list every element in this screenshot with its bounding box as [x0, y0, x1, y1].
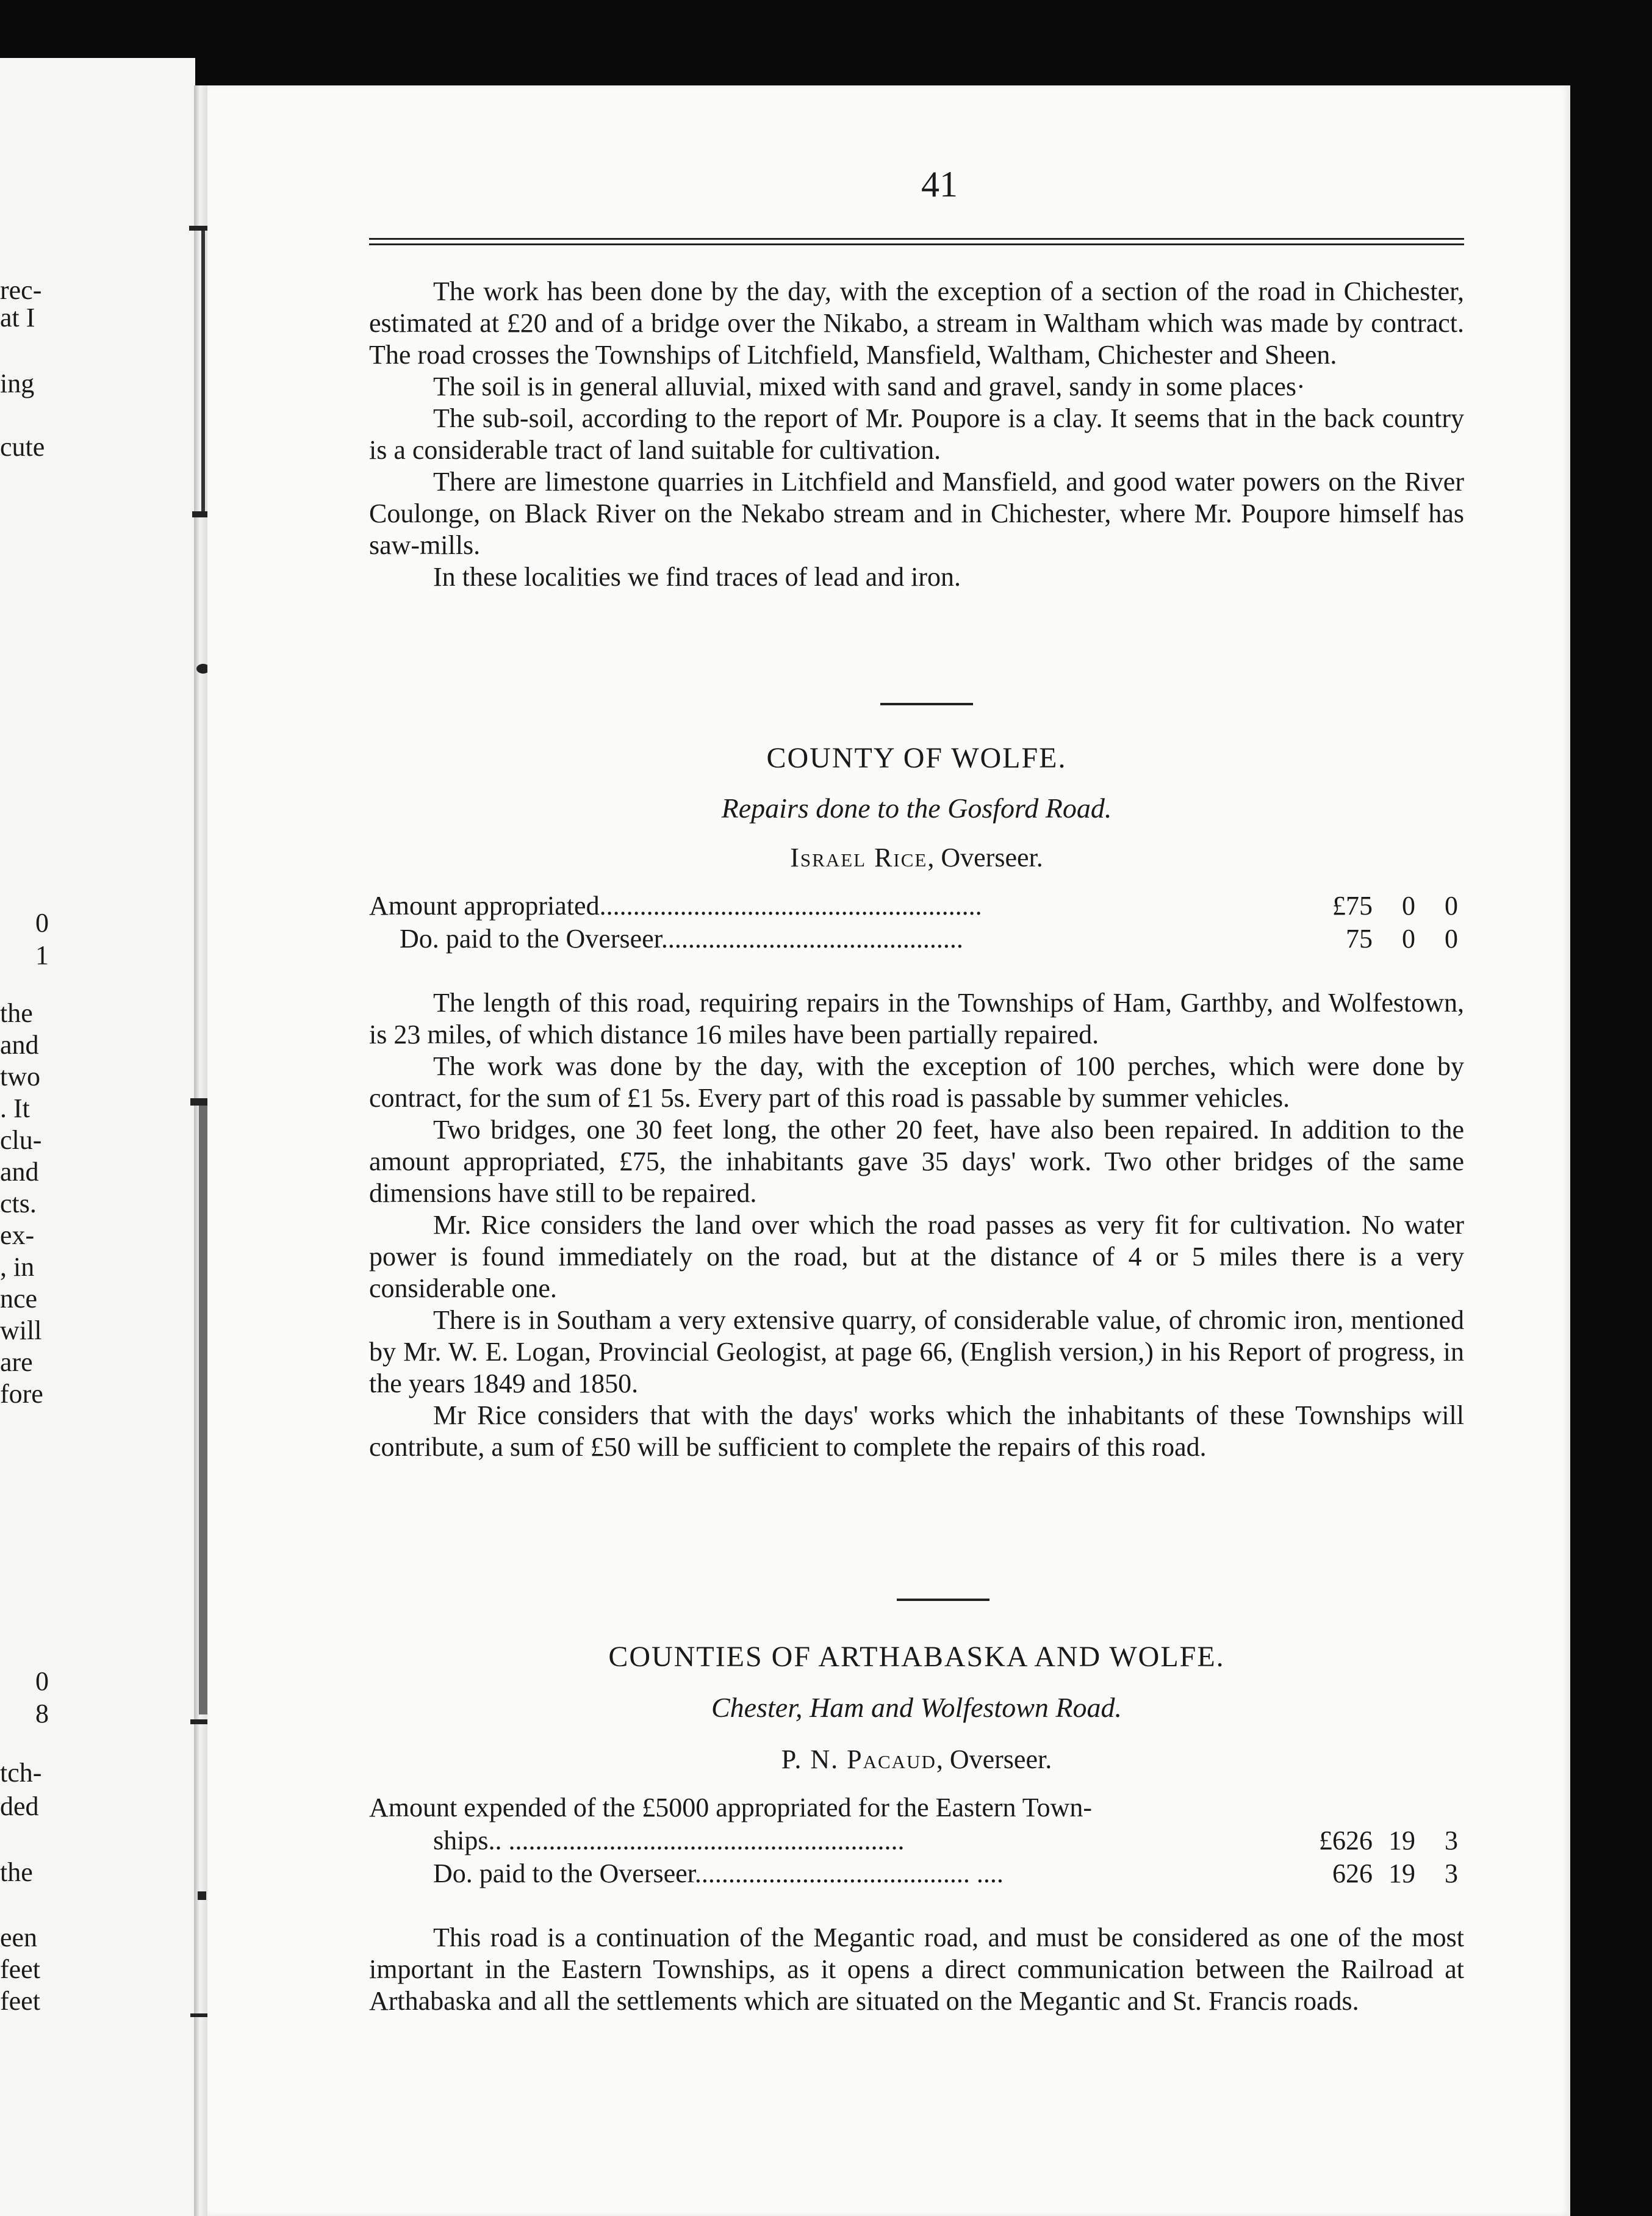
account-row — [369, 1791, 1464, 1824]
book-page — [207, 85, 1570, 2216]
margin-fragment: een — [0, 1923, 38, 1952]
page-number: 41 — [921, 164, 958, 204]
margin-fragment: two — [0, 1062, 40, 1092]
pounds: 75 — [1346, 924, 1373, 954]
paragraph: There is in Southam a very extensive quarry, of considerable value, of chromic iron, mentioned by Mr. W. E. Logan, Provincial Geologist, at page 66, (English version,) in his Report of progress, in the years 1849 and 1850. — [369, 1305, 1464, 1398]
account-label: Amount expended of the £5000 appropriated for the Eastern Town- — [369, 1793, 1092, 1822]
account-row — [369, 923, 1464, 955]
section-divider — [880, 703, 973, 705]
header-rule — [369, 238, 1464, 245]
margin-fragment: clu- — [0, 1125, 42, 1155]
margin-fragment: and — [0, 1030, 39, 1060]
section-subheading: Chester, Ham and Wolfestown Road. — [711, 1692, 1122, 1723]
account-row — [369, 1824, 1464, 1857]
margin-fragment: ded — [0, 1791, 39, 1821]
account-label: Amount appropriated......................................................... — [369, 891, 982, 921]
paragraph: The length of this road, requiring repairs in the Townships of Ham, Garthby, and Wolfestown, is 23 miles, of which distance 16 miles have been partially repaired. — [369, 988, 1464, 1049]
shillings: 19 — [1388, 1826, 1415, 1855]
left-margin-fragments — [0, 58, 195, 2216]
margin-fragment: cute — [0, 432, 45, 462]
account-label: Do. paid to the Overseer............................................. — [400, 924, 963, 954]
margin-fragment: 0 — [35, 1666, 49, 1696]
binding-thread — [201, 226, 205, 513]
paragraph: Mr Rice considers that with the days' works which the inhabitants of these Townships will contribute, a sum of £50 will be sufficient to complete the repairs of this road. — [369, 1400, 1464, 1462]
binding-mark — [198, 1891, 206, 1900]
margin-fragment: 8 — [35, 1699, 49, 1729]
margin-fragment: cts. — [0, 1189, 37, 1218]
account-amount — [1305, 923, 1464, 955]
pence: 3 — [1445, 1858, 1458, 1888]
overseer-role: , Overseer. — [927, 843, 1043, 872]
account-row — [369, 1857, 1464, 1890]
margin-fragment: fore — [0, 1379, 43, 1409]
paragraph: There are limestone quarries in Litchfield and Mansfield, and good water powers on the River Coulonge, on Black River on the Nekabo stream and in Chichester, where Mr. Poupore himself has saw-mills. — [369, 467, 1464, 560]
margin-fragment: will — [0, 1315, 42, 1345]
binding-thread — [199, 1098, 207, 1714]
paragraph: The soil is in general alluvial, mixed with sand and gravel, sandy in some places· — [433, 372, 1305, 401]
overseer-name: P. N. Pacaud — [781, 1744, 936, 1774]
paragraph: The sub-soil, according to the report of Mr. Poupore is a clay. It seems that in the back country is a considerable tract of land suitable for cultivation. — [369, 403, 1464, 465]
paragraph: In these localities we find traces of lead and iron. — [433, 562, 961, 592]
pounds: £626 — [1319, 1826, 1373, 1855]
shillings: 0 — [1402, 924, 1415, 954]
margin-fragment: ing — [0, 369, 35, 398]
margin-fragment: the — [0, 1857, 33, 1887]
pence: 0 — [1445, 891, 1458, 921]
margin-fragment: rec- — [0, 275, 42, 305]
section2-text — [369, 1922, 1464, 2017]
shillings: 0 — [1402, 891, 1415, 921]
pounds: £75 — [1332, 891, 1373, 921]
section-heading: COUNTY OF WOLFE. — [766, 742, 1067, 774]
left-page-edge — [0, 58, 195, 2216]
margin-fragment: ex- — [0, 1220, 35, 1250]
account-row — [369, 890, 1464, 923]
account-label: ships.. ........................................................... — [433, 1826, 905, 1855]
account-amount — [1305, 1824, 1464, 1857]
margin-fragment: nce — [0, 1284, 38, 1314]
section1-text — [369, 987, 1464, 1463]
account-amount — [1305, 890, 1464, 923]
margin-fragment: feet — [0, 1954, 40, 1984]
account-table — [369, 890, 1464, 955]
section-heading: COUNTIES OF ARTHABASKA AND WOLFE. — [608, 1641, 1225, 1673]
margin-fragment: the — [0, 998, 33, 1028]
paragraph: Two bridges, one 30 feet long, the other 20 feet, have also been repaired. In addition to the amount appropriated, £75, the inhabitants gave 35 days' work. Two other bridges of the same dimensions have still to be repaired. — [369, 1115, 1464, 1208]
margin-fragment: 1 — [35, 940, 49, 970]
overseer-line — [369, 842, 1464, 873]
account-label: Do. paid to the Overseer......................................... .... — [433, 1858, 1004, 1888]
margin-fragment: 0 — [35, 908, 49, 938]
pence: 0 — [1445, 924, 1458, 954]
pounds: 626 — [1332, 1858, 1373, 1888]
overseer-role: , Overseer. — [936, 1744, 1052, 1774]
overseer-line — [369, 1744, 1464, 1775]
margin-fragment: tch- — [0, 1758, 42, 1788]
paragraph: The work has been done by the day, with the exception of a section of the road in Chichester, estimated at £20 and of a bridge over the Nikabo, a stream in Waltham which was made by contract. The road crosses the Townships of Litchfield, Mansfield, Waltham, Chichester and Sheen. — [369, 276, 1464, 370]
margin-fragment: at I — [0, 303, 35, 333]
account-amount — [1305, 1857, 1464, 1890]
overseer-name: Israel Rice — [790, 843, 928, 872]
margin-fragment: , in — [0, 1252, 35, 1282]
pence: 3 — [1445, 1826, 1458, 1855]
shillings: 19 — [1388, 1858, 1415, 1888]
margin-fragment: . It — [0, 1093, 30, 1123]
intro-text — [369, 276, 1464, 593]
paragraph: The work was done by the day, with the exception of 100 perches, which were done by contract, for the sum of £1 5s. Every part of this road is passable by summer vehicles. — [369, 1051, 1464, 1113]
paragraph: Mr. Rice considers the land over which the road passes as very fit for cultivation. No water power is found immediately on the road, but at the distance of 4 or 5 miles there is a very considerable one. — [369, 1210, 1464, 1303]
account-table — [369, 1791, 1464, 1890]
section-subheading: Repairs done to the Gosford Road. — [721, 793, 1112, 824]
margin-fragment: are — [0, 1347, 33, 1377]
section-divider — [897, 1599, 989, 1601]
margin-fragment: feet — [0, 1986, 40, 2016]
margin-fragment: and — [0, 1157, 39, 1187]
paragraph: This road is a continuation of the Megantic road, and must be considered as one of the most important in the Eastern Townships, as it opens a direct communication between the Railroad at Arthabaska and all the settlements which are situated on the Megantic and St. Francis roads. — [369, 1923, 1464, 2016]
